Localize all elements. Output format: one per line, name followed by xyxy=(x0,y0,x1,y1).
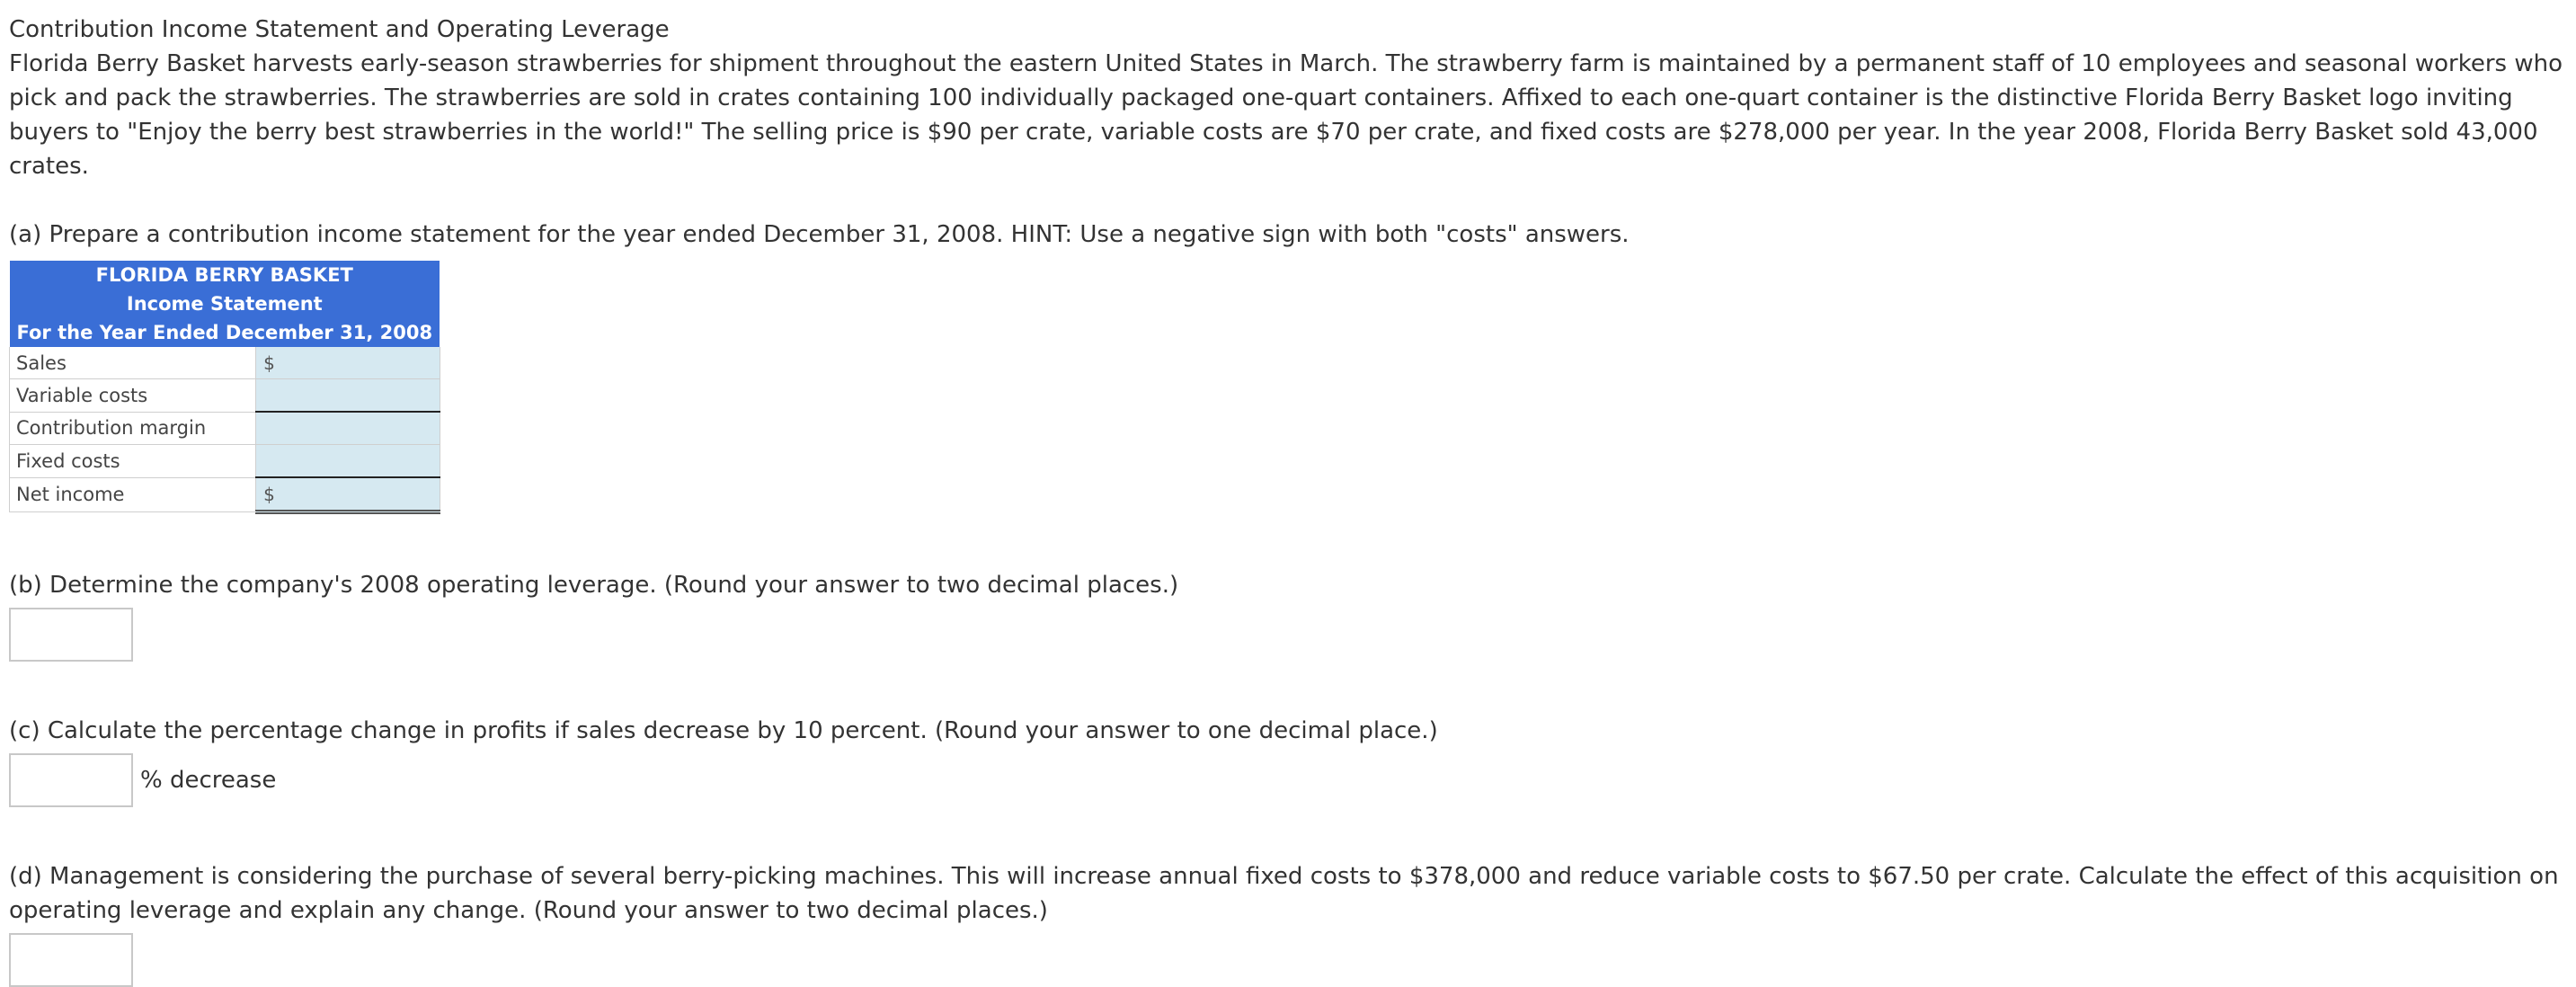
part-c-question: (c) Calculate the percentage change in profits if sales decrease by 10 percent. (Round your answer to one decimal place.) xyxy=(9,717,1438,744)
part-b-answer-row xyxy=(9,608,2571,662)
part-c-answer-row xyxy=(9,753,2571,807)
part-d-question: (d) Management is considering the purchase of several berry-picking machines. This will increase annual fixed costs to $378,000 and reduce variable costs to $67.50 per crate. Calculate the effect of this acquisition on operating leverage and explain any change. (Round your answer to two decimal places.) xyxy=(9,863,2559,924)
part-b-answer-box xyxy=(9,608,133,662)
statement-name: Income Statement xyxy=(10,289,440,318)
fixed-costs-label: Fixed costs xyxy=(10,445,256,478)
problem-page xyxy=(9,13,2571,987)
fixed-costs-row xyxy=(10,445,440,478)
net-income-input[interactable] xyxy=(279,480,417,509)
part-b-question: (b) Determine the company's 2008 operating leverage. (Round your answer to two decimal places.) xyxy=(9,572,1179,599)
variable-costs-label: Variable costs xyxy=(10,379,256,413)
sales-row xyxy=(10,347,440,379)
variable-costs-row xyxy=(10,379,440,413)
variable-costs-input[interactable] xyxy=(267,381,405,410)
net-income-currency: $ xyxy=(263,483,275,505)
part-d-answer-box xyxy=(9,933,133,987)
fixed-costs-input[interactable] xyxy=(267,447,405,476)
part-c-answer-input[interactable] xyxy=(11,755,135,807)
part-c-answer-box xyxy=(9,753,133,807)
contribution-margin-label: Contribution margin xyxy=(10,412,256,445)
net-income-row xyxy=(10,477,440,512)
part-d-answer-input[interactable] xyxy=(11,935,135,987)
statement-company: FLORIDA BERRY BASKET xyxy=(10,261,440,289)
problem-description: Florida Berry Basket harvests early-season strawberries for shipment throughout the eastern United States in March. The strawberry farm is maintained by a permanent staff of 10 employees and seasonal workers who pick and pack the strawberries. The strawberries are sold in crates containing 100 individually packaged one-quart containers. Affixed to each one-quart container is the distinctive Florida Berry Basket logo inviting buyers to "Enjoy the berry best strawberries in the world!" The selling price is $90 per crate, variable costs are $70 per crate, and fixed costs are $278,000 per year. In the year 2008, Florida Berry Basket sold 43,000 crates. xyxy=(9,50,2563,180)
part-d-answer-row xyxy=(9,933,2571,987)
sales-currency: $ xyxy=(263,351,275,374)
income-statement-table xyxy=(9,261,440,514)
contribution-margin-input[interactable] xyxy=(267,414,405,443)
net-income-label: Net income xyxy=(10,477,256,512)
sales-input[interactable] xyxy=(279,349,417,378)
part-a-question: (a) Prepare a contribution income statement for the year ended December 31, 2008. HINT: Use a negative sign with both "costs" answers. xyxy=(9,221,1630,248)
statement-period: For the Year Ended December 31, 2008 xyxy=(10,318,440,347)
part-c-suffix: % decrease xyxy=(140,767,277,794)
problem-title: Contribution Income Statement and Operating Leverage xyxy=(9,16,670,43)
sales-label: Sales xyxy=(10,347,256,379)
part-b-answer-input[interactable] xyxy=(11,609,135,662)
contribution-margin-row xyxy=(10,412,440,445)
